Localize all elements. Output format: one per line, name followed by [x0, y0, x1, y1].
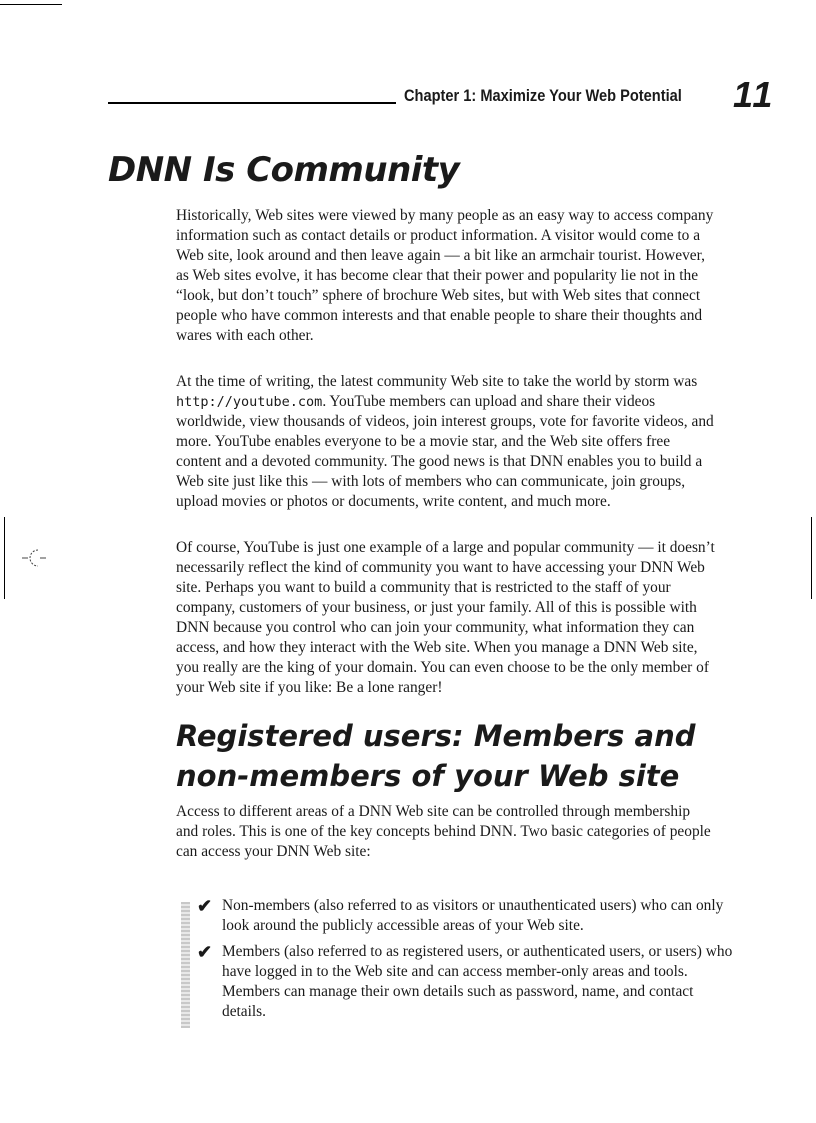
right-crop-mark [811, 517, 812, 599]
list-item-text: Non-members (also referred to as visitors or unauthenticated users) who can only look around the publicly accessible areas of your Web site. [222, 897, 724, 934]
check-icon: ✔ [197, 896, 213, 916]
member-types-list [176, 896, 736, 1028]
left-crop-mark [4, 517, 5, 599]
paragraph-1: Historically, Web sites were viewed by many people as an easy way to access company information such as contact details or product information. A visitor would come to a Web site, look around and then leave again — a bit like an armchair tourist. However, as Web sites evolve, it has become clear that their power and popularity lie not in the “look, but don’t touch” sphere of brochure Web sites, but with Web sites that connect people who have common interests and that enable people to share their thoughts and wares with each other. [176, 207, 714, 344]
list-item-text: Members (also referred to as registered users, or authenticated users, or users) who have logged in to the Web site and can access member-only areas and tools. Members can manage their own details such as password, name, and contact details. [222, 943, 733, 1020]
paragraph-2-lead: At the time of writing, the latest community Web site to take the world by storm was [176, 373, 698, 390]
paragraph-2-rest: . YouTube members can upload and share their videos worldwide, view thousands of videos, join interest groups, vote for favorite videos, and more. YouTube enables everyone to be a movie star, and the Web site offers free content and a devoted community. The good news is that DNN enables you to build a Web site just like this — with lots of members who can communicate, join groups, upload movies or photos or documents, write content, and much more. [176, 393, 714, 510]
check-icon: ✔ [197, 942, 213, 962]
running-head: Chapter 1: Maximize Your Web Potential [404, 86, 682, 105]
top-left-crop-line [0, 4, 62, 5]
page-number: 11 [733, 74, 775, 115]
header-rule [108, 102, 396, 104]
subsection-intro: Access to different areas of a DNN Web site can be controlled through membership and roles. This is one of the key concepts behind DNN. Two basic categories of people can access your DNN Web site: [176, 803, 711, 860]
section-title: DNN Is Community [108, 150, 460, 190]
list-item [176, 896, 736, 936]
subsection-title: Registered users: Members and non-members of your Web site [176, 719, 696, 793]
registration-mark-icon [22, 544, 46, 572]
paragraph-2 [176, 372, 716, 512]
paragraph-3: Of course, YouTube is just one example of a large and popular community — it doesn’t necessarily reflect the kind of community you want to have accessing your DNN Web site. Perhaps you want to build a community that is restricted to the staff of your company, customers of your business, or just your family. All of this is possible with DNN because you control who can join your community, what information they can access, and how they interact with the Web site. When you manage a DNN Web site, you really are the king of your domain. You can even choose to be the only member of your Web site if you like: Be a lone ranger! [176, 539, 715, 696]
youtube-url: http://youtube.com [176, 394, 323, 410]
list-item [176, 942, 736, 1022]
